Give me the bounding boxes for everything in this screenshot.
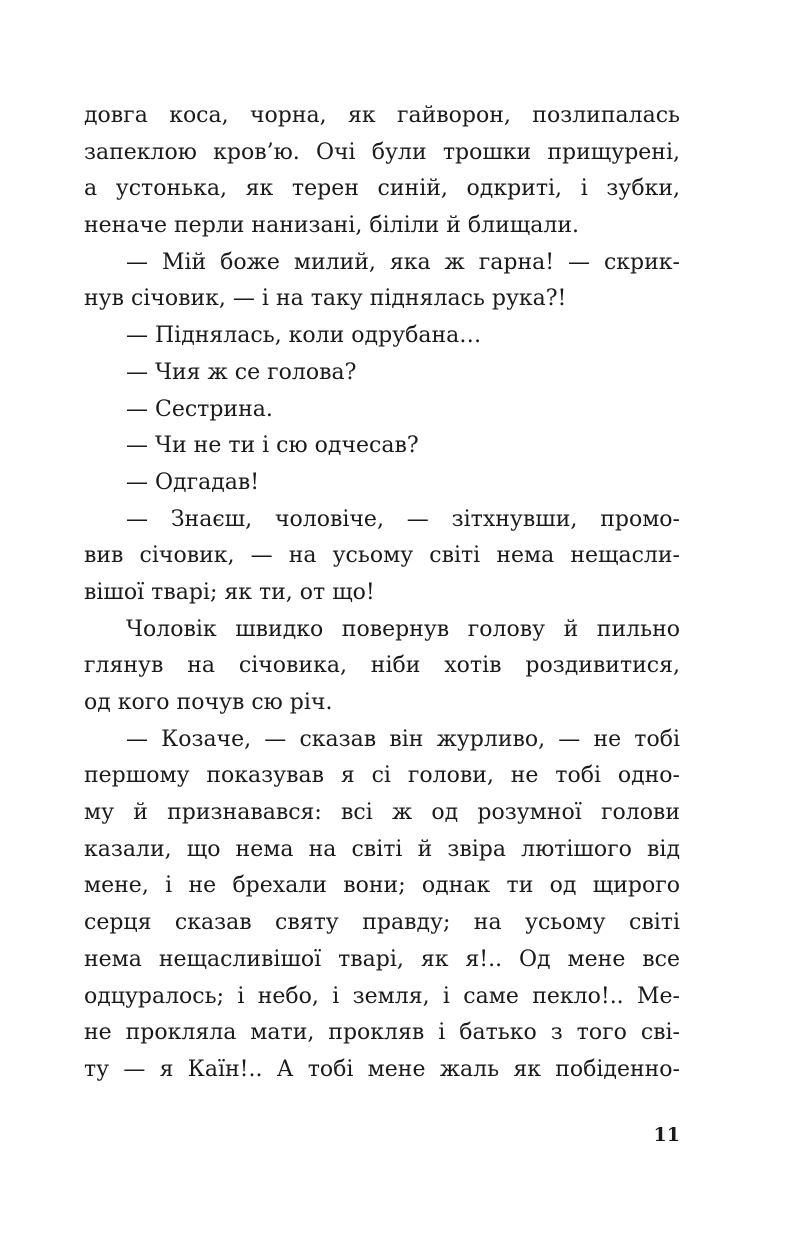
text-line: глянув на січовика, ніби хотів роздивитися,	[84, 653, 680, 679]
text-line: — Мій боже милий, яка ж гарна! — скрик-	[126, 249, 680, 275]
text-line: ту — я Каїн!.. А тобі мене жаль як побіденно-	[84, 1056, 680, 1082]
text-line: — Піднялась, коли одрубана…	[126, 323, 482, 349]
text-line: му й признавався: всі ж од розумної голови	[84, 800, 680, 826]
text-line: казали, що нема на світі й звіра лютішого від	[84, 836, 680, 862]
text-line: вішої тварі; як ти, от що!	[84, 579, 375, 605]
text-line: Чоловік швидко повернув голову й пильно	[126, 616, 680, 642]
text-line: — Чия ж се голова?	[126, 359, 357, 385]
text-line: од кого почув сю річ.	[84, 690, 333, 715]
text-line: вив січовик, — на усьому світі нема нещасли-	[84, 543, 680, 569]
text-line: одцуралось; і небо, і земля, і саме пекло!.. Ме-	[84, 983, 680, 1009]
text-line: — Одгадав!	[126, 469, 260, 495]
text-line: а устонька, як терен синій, одкриті, і зубки,	[84, 176, 680, 202]
text-line: — Знаєш, чоловіче, — зітхнувши, промо-	[126, 506, 680, 532]
text-line: — Козаче, — сказав він журливо, — не тобі	[126, 726, 680, 752]
text-line: першому показував я сі голови, не тобі одно-	[84, 763, 680, 789]
text-line: — Сестрина.	[126, 396, 273, 422]
text-line: не прокляла мати, прокляв і батько з того сві-	[84, 1020, 680, 1046]
body-text	[84, 98, 680, 1089]
text-line: мене, і не брехали вони; однак ти од щирого	[84, 873, 680, 899]
text-line: нув січовик, — і на таку піднялась рука?!	[84, 286, 567, 312]
text-line: серця сказав святу правду; на усьому світі	[84, 910, 680, 936]
text-line: довга коса, чорна, як гайворон, позлипалась	[84, 103, 680, 128]
text-line: запеклою кров’ю. Очі були трошки прищурені,	[84, 139, 680, 165]
text-line: неначе перли нанизані, біліли й блищали.	[84, 213, 579, 239]
text-line: — Чи не ти і сю одчесав?	[126, 433, 419, 459]
text-line: нема нещасливішої тварі, як я!.. Од мене все	[84, 946, 680, 972]
page-number: 11	[653, 1124, 680, 1146]
